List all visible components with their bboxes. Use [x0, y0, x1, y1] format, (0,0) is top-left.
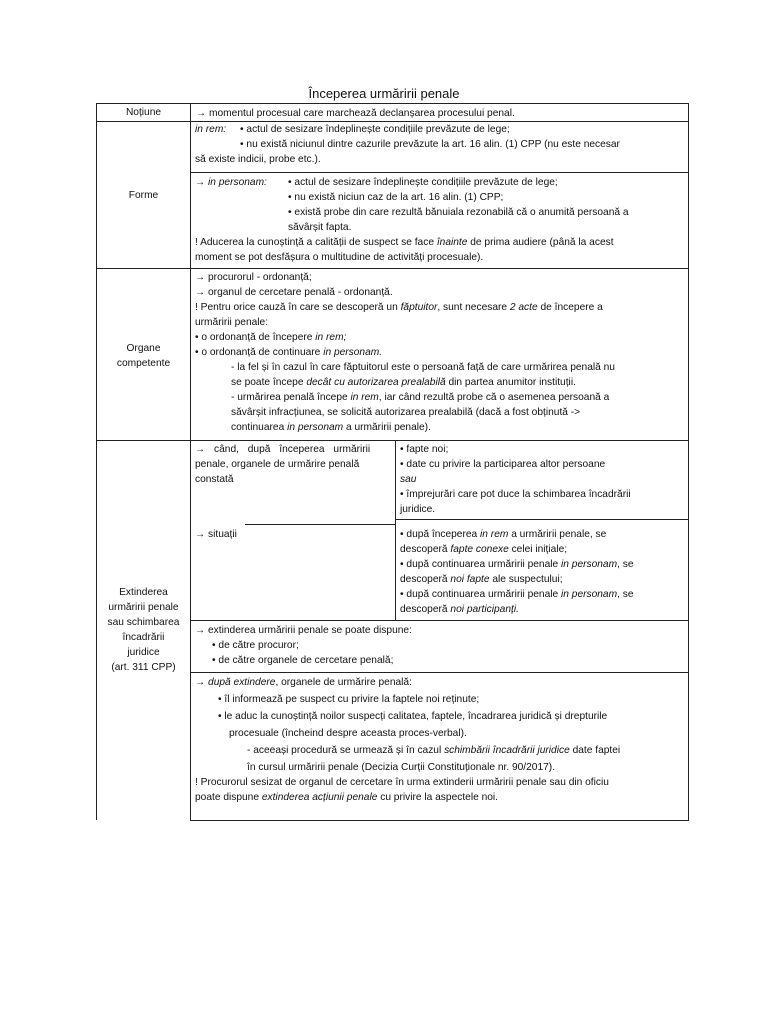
dupa-line-4: procesuale (încheind despre aceasta proces-verbal).	[229, 728, 467, 739]
in-rem-bullet-1: • actul de sesizare îndeplinește condițiile prevăzute de lege;	[240, 124, 510, 135]
cand-line-2: penale, organele de urmărire penală	[195, 459, 360, 470]
organe-line-1: → procurorul - ordonanță;	[195, 272, 312, 283]
cand-line-1: → când, după începerea urmăririi	[195, 444, 371, 455]
in-personam-bullet-3-cont: săvârșit fapta.	[288, 222, 352, 233]
cand-result-3-cont: juridice.	[400, 504, 436, 515]
situatie-3-cont: descoperă noi participanți.	[400, 604, 519, 615]
dispune-line-1: → extinderea urmăririi penale se poate dispune:	[195, 625, 412, 636]
in-personam-bullet-3: • există probe din care rezultă bănuiala rezonabilă că o anumită persoană a	[288, 207, 629, 218]
dupa-line-5: - aceeași procedură se urmează și în cazul schimbării încadrării juridice date faptei	[247, 745, 621, 756]
in-rem-label: in rem:	[195, 124, 227, 135]
forme-note-line-2: moment se pot desfășura o multitudine de activități procesuale).	[195, 252, 484, 263]
organe-line-2: → organul de cercetare penală - ordonanță.	[195, 287, 393, 298]
forme-label: Forme	[128, 190, 159, 201]
situatie-3: • după continuarea urmăririi penale in personam, se	[400, 589, 634, 600]
organe-line-4: urmăririi penale:	[195, 317, 269, 328]
dispune-line-3: • de către organele de cercetare penală;	[212, 655, 394, 666]
forme-note-line-1: ! Aducerea la cunoștință a calității de suspect se face înainte de prima audiere (până la acest	[195, 237, 614, 248]
situatie-1: • după începerea in rem a urmăririi penale, se	[400, 529, 607, 540]
in-rem-bullet-2-cont: să existe indicii, probe etc.).	[195, 154, 321, 165]
in-personam-bullet-1: • actul de sesizare îndeplinește condițiile prevăzute de lege;	[288, 177, 558, 188]
extindere-label: Extinderea urmăririi penale sau schimbarea încadrării juridice (art. 311 CPP)	[107, 587, 180, 673]
in-personam-arrow: →	[195, 177, 206, 188]
dupa-line-2: • îl informează pe suspect cu privire la faptele noi reținute;	[218, 694, 480, 705]
dupa-line-8: poate dispune extinderea acțiunii penale cu privire la aspectele noi.	[195, 792, 499, 803]
in-personam-bullet-2: • nu există niciun caz de la art. 16 alin. (1) CPP;	[288, 192, 504, 203]
organe-label: Organe competente	[116, 343, 171, 369]
cand-result-2: • date cu privire la participarea altor persoane	[400, 459, 606, 470]
document-title: Începerea urmăririi penale	[308, 86, 460, 101]
dupa-line-7: ! Procurorul sesizat de organul de cercetare în urma extinderii urmăririi penale sau din oficiu	[195, 777, 609, 788]
dupa-line-6: în cursul urmăririi penale (Decizia Curții Constituționale nr. 90/2017).	[247, 762, 556, 773]
organe-line-10: săvârșit infracțiunea, se solicită autorizarea prealabilă (dacă a fost obținută ->	[231, 407, 581, 418]
organe-line-3: ! Pentru orice cauză în care se descoperă un făptuitor, sunt necesare 2 acte de începere a	[195, 302, 603, 313]
organe-line-5: • o ordonanță de începere in rem;	[195, 332, 347, 343]
dupa-line-1: → după extindere, organele de urmărire penală:	[195, 677, 412, 688]
cand-line-3: constată	[195, 474, 234, 485]
notiune-label: Noțiune	[125, 107, 162, 118]
organe-line-7: - la fel și în cazul în care făptuitorul este o persoană față de care urmărirea penală nu	[231, 362, 615, 373]
in-personam-label: in personam:	[208, 177, 267, 188]
organe-line-8: se poate începe decât cu autorizarea prealabilă din partea anumitor instituții.	[231, 377, 576, 388]
organe-line-9: - urmărirea penală începe in rem, iar când rezultă probe că o asemenea persoană a	[231, 392, 610, 403]
cand-result-1: • fapte noi;	[400, 444, 449, 455]
organe-line-11: continuarea in personam a urmăririi penale).	[231, 422, 431, 433]
cand-result-3: • împrejurări care pot duce la schimbarea încadrării	[400, 489, 631, 500]
dispune-line-2: • de către procuror;	[212, 640, 299, 651]
organe-line-6: • o ordonanță de continuare in personam.	[195, 347, 383, 358]
cand-result-sau: sau	[400, 474, 417, 485]
in-rem-bullet-2: • nu există niciunul dintre cazurile prevăzute la art. 16 alin. (1) CPP (nu este necesar	[240, 139, 620, 150]
situatie-2: • după continuarea urmăririi penale in personam, se	[400, 559, 634, 570]
situatie-2-cont: descoperă noi fapte ale suspectului;	[400, 574, 563, 585]
notiune-text: → momentul procesual care marchează declanșarea procesului penal.	[196, 108, 515, 119]
situatii-label: → situații	[195, 529, 237, 540]
situatie-1-cont: descoperă fapte conexe celei inițiale;	[400, 544, 568, 555]
dupa-line-3: • le aduc la cunoștință noilor suspecți calitatea, faptele, încadrarea juridică și drepturile	[218, 711, 608, 722]
